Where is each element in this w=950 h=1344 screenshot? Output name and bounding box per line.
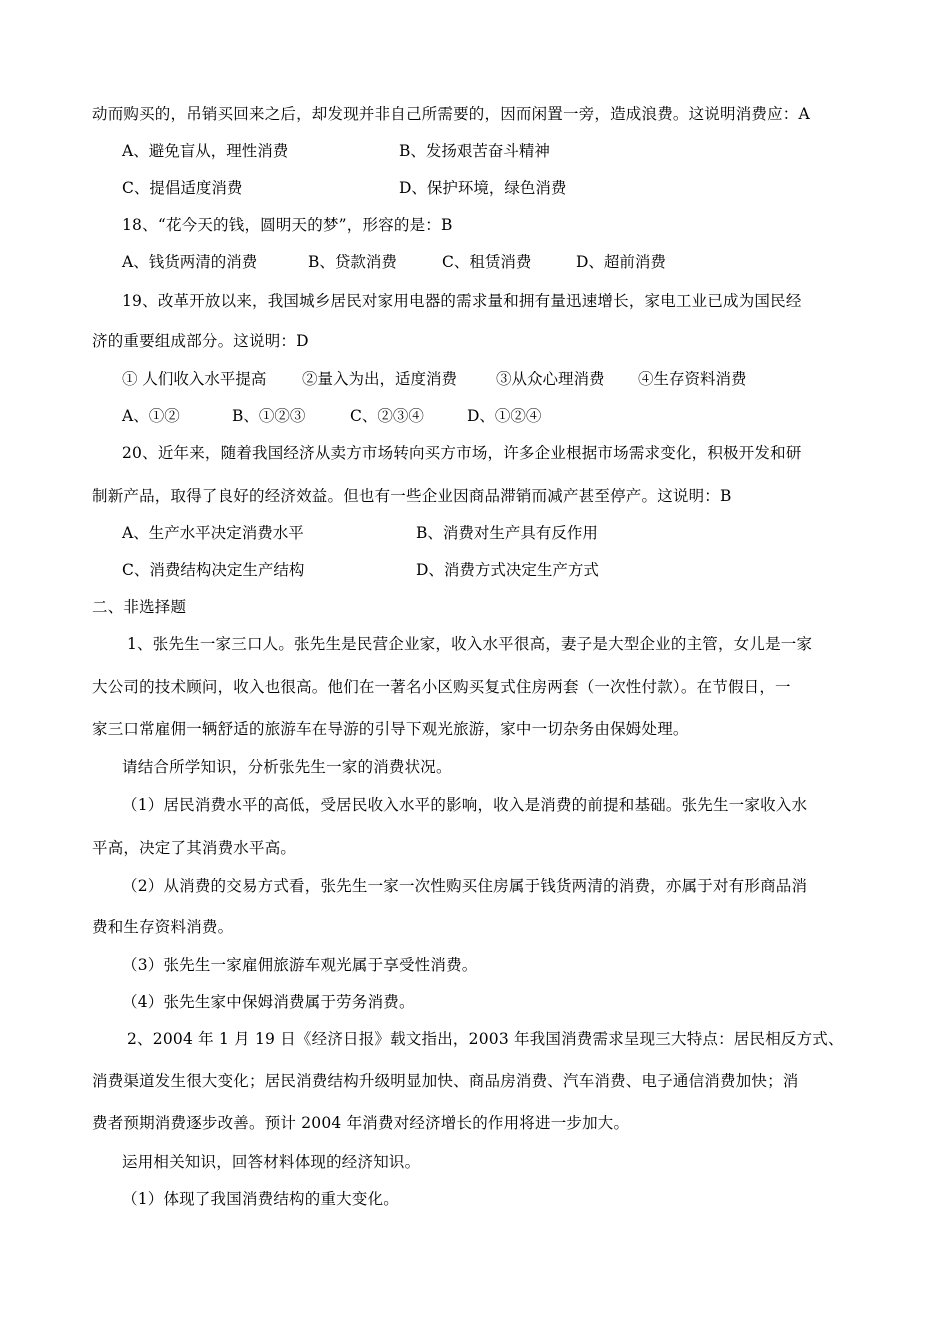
q18-option-b: B、贷款消费 bbox=[308, 253, 397, 271]
q17-option-b: B、发扬艰苦奋斗精神 bbox=[399, 142, 550, 160]
q20-option-c: C、消费结构决定生产结构 bbox=[122, 561, 305, 579]
p1-answer-1-line1: （1）居民消费水平的高低，受居民收入水平的影响，收入是消费的前提和基础。张先生一家收入水 bbox=[122, 796, 808, 814]
q19-stem-line1: 19、改革开放以来，我国城乡居民对家用电器的需求量和拥有量迅速增长，家电工业已成为国民经 bbox=[122, 292, 802, 310]
q19-option-a: A、①② bbox=[122, 407, 180, 425]
p1-material-line1: 1、张先生一家三口人。张先生是民营企业家，收入水平很高，妻子是大型企业的主管，女儿是一家 bbox=[127, 635, 813, 653]
p1-material-line2: 大公司的技术顾问，收入也很高。他们在一著名小区购买复式住房两套（一次性付款）。在节假日，一 bbox=[92, 678, 791, 696]
q19-item-2: ②量入为出，适度消费 bbox=[302, 370, 458, 388]
p2-material-line1: 2、2004 年 1 月 19 日《经济日报》载文指出，2003 年我国消费需求呈现三大特点：居民相反方式、 bbox=[127, 1030, 844, 1048]
q18-option-c: C、租赁消费 bbox=[442, 253, 532, 271]
q18-option-d: D、超前消费 bbox=[576, 253, 666, 271]
p2-prompt: 运用相关知识，回答材料体现的经济知识。 bbox=[122, 1153, 421, 1171]
p2-material-line3: 费者预期消费逐步改善。预计 2004 年消费对经济增长的作用将进一步加大。 bbox=[92, 1114, 630, 1132]
q20-option-b: B、消费对生产具有反作用 bbox=[416, 524, 598, 542]
q17-stem-line: 动而购买的，吊销买回来之后，却发现并非自己所需要的，因而闲置一旁，造成浪费。这说明消费应：A bbox=[92, 105, 810, 123]
p1-material-line3: 家三口常雇佣一辆舒适的旅游车在导游的引导下观光旅游，家中一切杂务由保姆处理。 bbox=[92, 720, 689, 738]
q18-option-a: A、钱货两清的消费 bbox=[122, 253, 258, 271]
p2-answer-1: （1）体现了我国消费结构的重大变化。 bbox=[122, 1190, 399, 1208]
q19-option-d: D、①②④ bbox=[467, 407, 542, 425]
p1-answer-1-line2: 平高，决定了其消费水平高。 bbox=[92, 839, 297, 857]
p1-answer-2-line1: （2）从消费的交易方式看，张先生一家一次性购买住房属于钱货两清的消费，亦属于对有形商品消 bbox=[122, 877, 808, 895]
q19-option-c: C、②③④ bbox=[350, 407, 424, 425]
q19-item-3: ③从众心理消费 bbox=[496, 370, 605, 388]
p1-answer-4: （4）张先生家中保姆消费属于劳务消费。 bbox=[122, 993, 415, 1011]
q20-stem-line2: 制新产品，取得了良好的经济效益。但也有一些企业因商品滞销而减产甚至停产。这说明：B bbox=[92, 487, 732, 505]
q19-item-4: ④生存资料消费 bbox=[638, 370, 747, 388]
q20-stem-line1: 20、近年来，随着我国经济从卖方市场转向买方市场，许多企业根据市场需求变化，积极开发和研 bbox=[122, 444, 802, 462]
section-heading: 二、非选择题 bbox=[92, 598, 187, 616]
q17-option-d: D、保护环境，绿色消费 bbox=[399, 179, 567, 197]
q17-option-a: A、避免盲从，理性消费 bbox=[122, 142, 289, 160]
p1-answer-2-line2: 费和生存资料消费。 bbox=[92, 918, 234, 936]
q19-option-b: B、①②③ bbox=[232, 407, 306, 425]
q19-item-1: ① 人们收入水平提高 bbox=[122, 370, 267, 388]
q17-option-c: C、提倡适度消费 bbox=[122, 179, 243, 197]
q19-stem-line2: 济的重要组成部分。这说明：D bbox=[92, 332, 309, 350]
p1-prompt: 请结合所学知识，分析张先生一家的消费状况。 bbox=[122, 758, 452, 776]
q20-option-a: A、生产水平决定消费水平 bbox=[122, 524, 304, 542]
p1-answer-3: （3）张先生一家雇佣旅游车观光属于享受性消费。 bbox=[122, 956, 478, 974]
q18-stem: 18、“花今天的钱，圆明天的梦”，形容的是：B bbox=[122, 216, 453, 234]
p2-material-line2: 消费渠道发生很大变化；居民消费结构升级明显加快、商品房消费、汽车消费、电子通信消费加快；消 bbox=[92, 1072, 799, 1090]
q20-option-d: D、消费方式决定生产方式 bbox=[416, 561, 599, 579]
